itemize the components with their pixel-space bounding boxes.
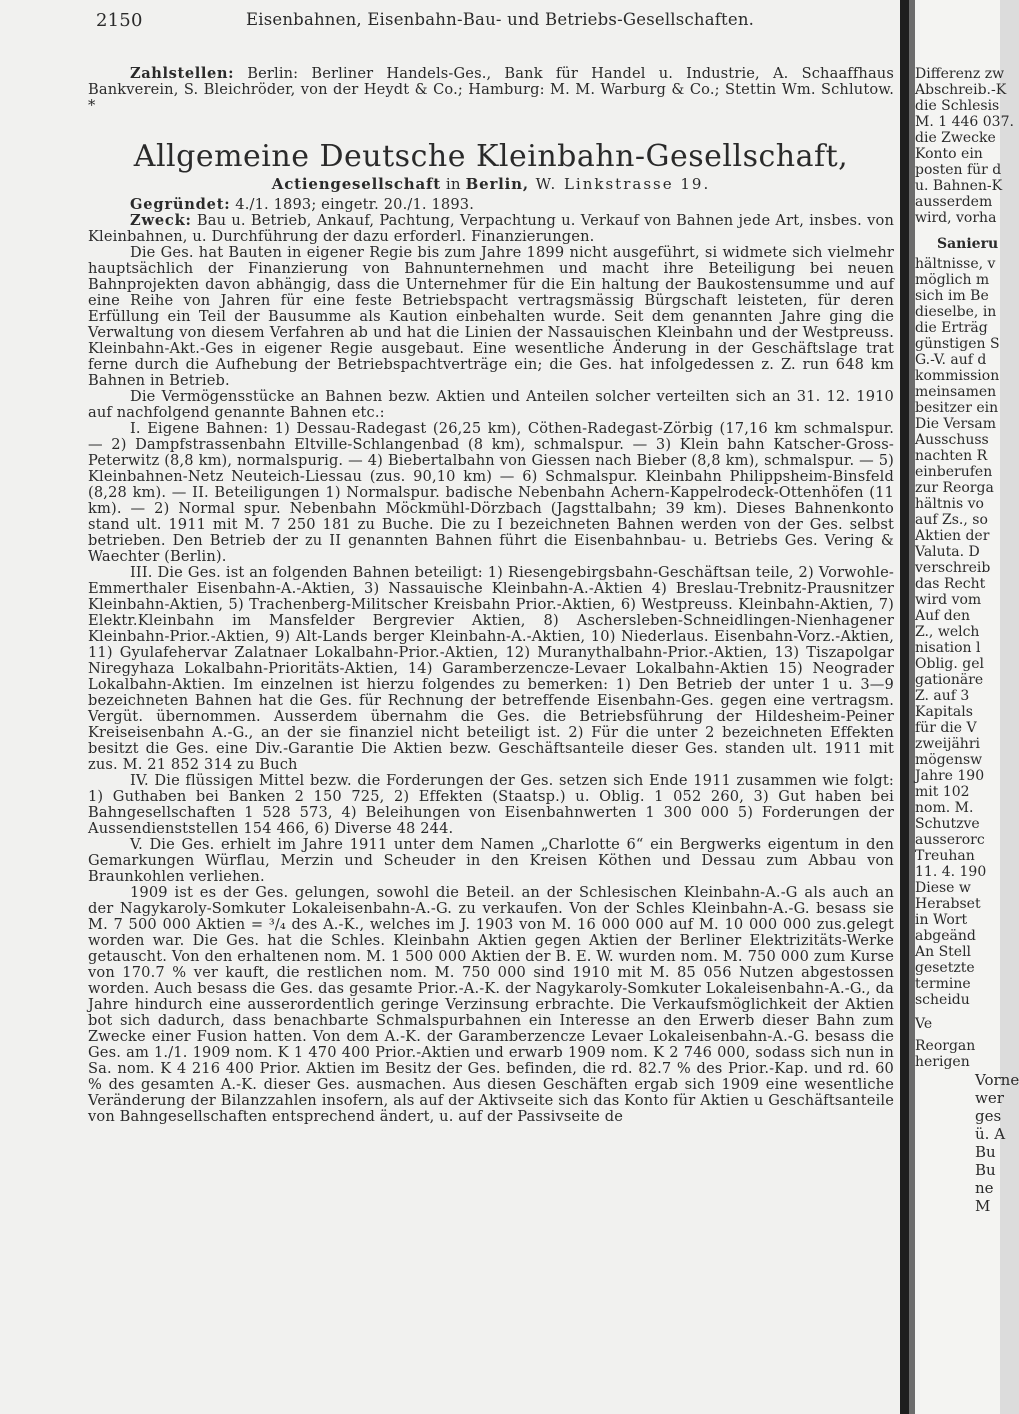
- adjacent-page-line: auf Zs., so: [915, 512, 988, 528]
- adjacent-page-line: 11. 4. 190: [915, 864, 987, 880]
- adjacent-page-line: Ve: [915, 1016, 933, 1032]
- paragraph-liquid-assets: IV. Die flüssigen Mittel bezw. die Forderungen der Ges. setzen sich Ende 1911 zusammen wie folgt: 1) Guthaben bei Banken 2 150 725, 2) Effekten (Staatsp.) u. Oblig. 1 052 260, 3) Gut haben bei Bahngesellschaften 1 528 573, 4) Beleihungen von Eisenbahnwerten 1 300 000 5) Forderungen der Aussendienststellen 154 466, 6) Diverse 48 244.: [88, 772, 894, 837]
- adjacent-page-line: ü. A: [975, 1125, 1006, 1143]
- paragraph-mining: V. Die Ges. erhielt im Jahre 1911 unter dem Namen „Charlotte 6“ ein Bergwerks eigentum in den Gemarkungen Würflau, Merzin und Scheuder in den Kreisen Köthen und Dessau zum Abbau von Braunkohlen verliehen.: [88, 836, 894, 885]
- adjacent-page-line: An Stell: [915, 944, 972, 960]
- page-gutter: [900, 0, 909, 1414]
- paragraph-participations: III. Die Ges. ist an folgenden Bahnen beteiligt: 1) Riesengebirgsbahn-Geschäftsan teile, 2) Vorwohle-Emmerthaler Eisenbahn-A.-Aktien, 3) Nassauische Kleinbahn-A.-Aktien 4) Breslau-Trebnitz-Prausnitzer Kleinbahn-Aktien, 5) Trachenberg-Militscher Kreisbahn Prior.-Aktien, 6) Westpreuss. Kleinbahn-Aktien, 7) Elektr.Kleinbahn im Mansfelder Bergrevier Aktien, 8) Aschersleben-Schneidlingen-Nienhagener Kleinbahn-Prior.-Aktien, 9) Alt-Lands berger Kleinbahn-A.-Aktien, 10) Niederlaus. Eisenbahn-Vorz.-Aktien, 11) Gyulafehervar Zalatnaer Lokalbahn-Prior.-Aktien, 12) Muranythalbahn-Prior.-Aktien, 13) Tiszapolgar Niregyhaza Lokalbahn-Prioritäts-Aktien, 14) Garamberzencze-Levaer Lokalbahn-Aktien 15) Neograder Lokalbahn-Aktien. Im einzelnen ist hierzu folgendes zu bemerken: 1) Den Betrieb der unter 1 u. 3—9 bezeichneten Bahnen hat die Ges. für Rechnung der betreffende Eisenbahn-Ges. gegen eine vertragsm. Vergüt. übernommen. Ausserdem übernahm die Ges. die Betriebsführung der Hildesheim-Peiner Kreiseisenbahn A.-G., an der sie finanziel nicht beteiligt ist. 2) Für die unter 2 bezeichneten Effekten besitzt die Ges. eine Div.-Garantie Die Aktien bezw. Geschäftsanteile dieser Ges. standen ult. 1911 mit zus. M. 21 852 314 zu Buch: [88, 564, 894, 773]
- adjacent-page-line: dieselbe, in: [915, 304, 997, 320]
- adjacent-page-line: Ausschuss: [915, 432, 989, 448]
- zweck-paragraph: [88, 213, 894, 245]
- adjacent-page-line: Aktien der: [915, 528, 990, 544]
- adjacent-page-line: zweijähri: [915, 736, 980, 752]
- adjacent-page-line: möglich m: [915, 272, 990, 288]
- adjacent-page-line: wird vom: [915, 592, 982, 608]
- adjacent-page-line: Differenz zw: [915, 66, 1005, 82]
- adjacent-page-line: kommission: [915, 368, 1000, 384]
- company-title: Allgemeine Deutsche Kleinbahn-Gesellschaft,: [133, 139, 849, 174]
- adjacent-page-line: mögensw: [915, 752, 983, 768]
- adjacent-page-line: Auf den: [915, 608, 971, 624]
- paragraph-own-lines: I. Eigene Bahnen: 1) Dessau-Radegast (26,25 km), Cöthen-Radegast-Zörbig (17,16 km schmalspur. — 2) Dampfstrassenbahn Eltville-Schlangenbad (8 km), schmalspur. — 3) Klein bahn Katscher-Gross-Peterwitz (8,8 km), normalspurig. — 4) Biebertalbahn von Giessen nach Bieber (8,8 km), schmalspur. — 5) Kleinbahnen-Netz Neuteich-Liessau (zus. 90,10 km) — 6) Schmalspur. Kleinbahn Philippsheim-Binsfeld (8,28 km). — II. Beteiligungen 1) Normalspur. badische Nebenbahn Achern-Kappelrodeck-Ottenhöfen (11 km). — 2) Normal spur. Nebenbahn Möckmühl-Dörzbach (Jagsttalbahn; 39 km). Dieses Bahnenkonto stand ult. 1911 mit M. 7 250 181 zu Buche. Die zu I bezeichneten Bahnen werden von der Ges. selbst betrieben. Den Betrieb der zu II genannten Bahnen führt die Eisenbahnbau- u. Betriebs Ges. Vering & Waechter (Berlin).: [88, 420, 894, 565]
- adjacent-page-line: ne: [975, 1179, 994, 1197]
- adjacent-page-line: zur Reorga: [915, 480, 994, 496]
- adjacent-page-line: in Wort: [915, 912, 968, 928]
- zweck-text: Bau u. Betrieb, Ankauf, Pachtung, Verpachtung u. Verkauf von Bahnen jede Art, insbes. von Kleinbahnen, u. Durchführung der dazu erforderl. Finanzierungen.: [88, 212, 894, 245]
- adjacent-page-line: ausserdem: [915, 194, 993, 210]
- gegruendet-label: Gegründet:: [130, 196, 231, 213]
- adjacent-page-line: für die V: [915, 720, 977, 736]
- adjacent-page-line: hältnisse, v: [915, 256, 996, 272]
- adjacent-page-line: günstigen S: [915, 336, 1000, 352]
- adjacent-page-line: sich im Be: [915, 288, 989, 304]
- adjacent-page-fragment: [915, 0, 1019, 1414]
- adjacent-page-line: wird, vorha: [915, 210, 997, 226]
- adjacent-page-line: verschreib: [915, 560, 991, 576]
- adjacent-page-line: Abschreib.-K: [915, 82, 1007, 98]
- adjacent-page-line: posten für d: [915, 162, 1002, 178]
- adjacent-page-line: besitzer ein: [915, 400, 999, 416]
- adjacent-page-line: Oblig. gel: [915, 656, 984, 672]
- adjacent-page-line: Kapitals: [915, 704, 973, 720]
- adjacent-page-line: nachten R: [915, 448, 988, 464]
- adjacent-page-line: Z. auf 3: [915, 688, 970, 704]
- adjacent-page-line: Vorne: [975, 1071, 1019, 1089]
- company-sub-in: in: [441, 175, 466, 193]
- adjacent-page-line: Die Versam: [915, 416, 997, 432]
- company-city: Berlin,: [465, 175, 529, 193]
- adjacent-page-line: Konto ein: [915, 146, 983, 162]
- adjacent-page-line: Z., welch: [915, 624, 980, 640]
- adjacent-page-line: Bu: [975, 1161, 996, 1179]
- adjacent-page-line: abgeänd: [915, 928, 976, 944]
- adjacent-page-line: nom. M.: [915, 800, 974, 816]
- adjacent-page-line: Schutzve: [915, 816, 980, 832]
- adjacent-page-line: herigen: [915, 1054, 970, 1070]
- adjacent-page-line: u. Bahnen-K: [915, 178, 1003, 194]
- adjacent-page-line: einberufen: [915, 464, 993, 480]
- adjacent-page-line: Herabset: [915, 896, 981, 912]
- zahlstellen-text: Berlin: Berliner Handels-Ges., Bank für Handel u. Industrie, A. Schaaffhaus Bankverein, S. Bleichröder, von der Heydt & Co.; Hamburg: M. M. Warburg & Co.; Stettin Wm. Schlutow. *: [88, 65, 894, 114]
- paragraph-assets-intro: Die Vermögensstücke an Bahnen bezw. Aktien und Anteilen solcher verteilten sich an 31. 12. 1910 auf nachfolgend genannte Bahnen etc.:: [88, 388, 894, 421]
- adjacent-page-line: Sanieru: [937, 236, 999, 252]
- adjacent-page-line: Jahre 190: [915, 768, 985, 784]
- adjacent-page-line: ges: [975, 1107, 1002, 1125]
- company-address: W. Linkstrasse 19.: [528, 175, 711, 193]
- adjacent-page-line: M. 1 446 037.: [915, 114, 1014, 130]
- adjacent-page-line: G.-V. auf d: [915, 352, 987, 368]
- adjacent-page-line: Valuta. D: [915, 544, 980, 560]
- adjacent-page-line: gesetzte: [915, 960, 975, 976]
- adjacent-page-line: Bu: [975, 1143, 996, 1161]
- zahlstellen-paragraph: [88, 66, 894, 114]
- adjacent-page-line: hältnis vo: [915, 496, 984, 512]
- paragraph-sales-1909: 1909 ist es der Ges. gelungen, sowohl die Beteil. an der Schlesischen Kleinbahn-A.-G als auch an der Nagykaroly-Somkuter Lokaleisenbahn-A.-G. zu verkaufen. Von der Schles Kleinbahn-A.-G. besass sie M. 7 500 000 Aktien = ³/₄ des A.-K., welches im J. 1903 von M. 16 000 000 auf M. 10 000 000 zus.gelegt worden war. Die Ges. hat die Schles. Kleinbahn Aktien gegen Aktien der Berliner Elektrizitäts-Werke getauscht. Von den erhaltenen nom. M. 1 500 000 Aktien der B. E. W. wurden nom. M. 750 000 zum Kurse von 170.7 % ver kauft, die restlichen nom. M. 750 000 sind 1910 mit M. 85 056 Nutzen abgestossen worden. Auch besass die Ges. das gesamte Prior.-A.-K. der Nagykaroly-Somkuter Lokaleisenbahn-A.-G., da Jahre hindurch eine ausserordentlich geringe Verzinsung erbrachte. Die Verkaufsmöglichkeit der Aktien bot sich dadurch, dass benachbarte Schmalspurbahnen ein Interesse an den Erwerb dieser Bahn zum Zwecke einer Fusion hatten. Von dem A.-K. der Garamberzencze Levaer Lokaleisenbahn-A.-G. besass die Ges. am 1./1. 1909 nom. K 1 470 400 Prior.-Aktien und erwarb 1909 nom. K 2 746 000, sodass sich nun in Sa. nom. K 4 216 400 Prior. Aktien im Besitz der Ges. befinden, die rd. 82.7 % des Prior.-Kap. und rd. 60 % des gesamten A.-K. dieser Ges. ausmachen. Aus diesen Geschäften ergab sich 1909 eine wesentliche Veränderung der Bilanzzahlen insofern, als auf der Aktivseite sich das Konto für Aktien u Geschäftsanteile von Bahngesellschaften entsprechend ändert, u. auf der Passivseite de: [88, 884, 894, 1125]
- adjacent-page-line: termine: [915, 976, 971, 992]
- adjacent-page-line: ausserorc: [915, 832, 985, 848]
- adjacent-page-line: M: [975, 1197, 991, 1215]
- adjacent-page-line: nisation l: [915, 640, 981, 656]
- adjacent-page-line: die Schlesis: [915, 98, 1000, 114]
- zahlstellen-label: Zahlstellen:: [130, 65, 235, 82]
- gegruendet-text: 4./1. 1893; eingetr. 20./1. 1893.: [230, 196, 474, 213]
- adjacent-page-line: die Zwecke: [915, 130, 996, 146]
- zweck-label: Zweck:: [130, 212, 192, 229]
- adjacent-page-line: Diese w: [915, 880, 971, 896]
- adjacent-page-line: meinsamen: [915, 384, 997, 400]
- company-subtitle: [88, 176, 894, 193]
- adjacent-page-line: scheidu: [915, 992, 970, 1008]
- page-number: 2150: [96, 10, 143, 31]
- adjacent-page-line: das Recht: [915, 576, 986, 592]
- running-title: Eisenbahnen, Eisenbahn-Bau- und Betriebs-Gesellschaften.: [246, 10, 755, 29]
- adjacent-page-line: gationäre: [915, 672, 984, 688]
- body-text: [88, 66, 894, 1125]
- adjacent-page-line: Treuhan: [915, 848, 975, 864]
- adjacent-page-line: mit 102: [915, 784, 970, 800]
- adjacent-page-line: Reorgan: [915, 1038, 976, 1054]
- company-legal-form: Actiengesellschaft: [271, 175, 442, 193]
- paragraph-history: Die Ges. hat Bauten in eigener Regie bis zum Jahre 1899 nicht ausgeführt, si widmete sich vielmehr hauptsächlich der Finanzierung von Bahnunternehmen und macht ihre Beteiligung bei neuen Bahnprojekten davon abhängig, dass die Unternehmer für die Ein haltung der Baukostensumme und auf eine Reihe von Jahren für eine feste Betriebspacht vertragsmässig Bürgschaft leisteten, für deren Erfüllung ein Teil der Bausumme als Kaution einbehalten wurde. Seit dem genannten Jahre ging die Verwaltung von diesem Verfahren ab und hat die Linien der Nassauischen Kleinbahn und der Westpreuss. Kleinbahn-Akt.-Ges in eigener Regie ausgebaut. Eine wesentliche Änderung in der Geschäftslage trat ferne durch die Aufhebung der Betriebspachtverträge ein; die Ges. hat infolgedessen z. Z. run 648 km Bahnen in Betrieb.: [88, 244, 894, 389]
- gegruendet-paragraph: [88, 197, 894, 213]
- adjacent-page-line: die Erträg: [915, 320, 988, 336]
- adjacent-page-line: wer: [975, 1089, 1004, 1107]
